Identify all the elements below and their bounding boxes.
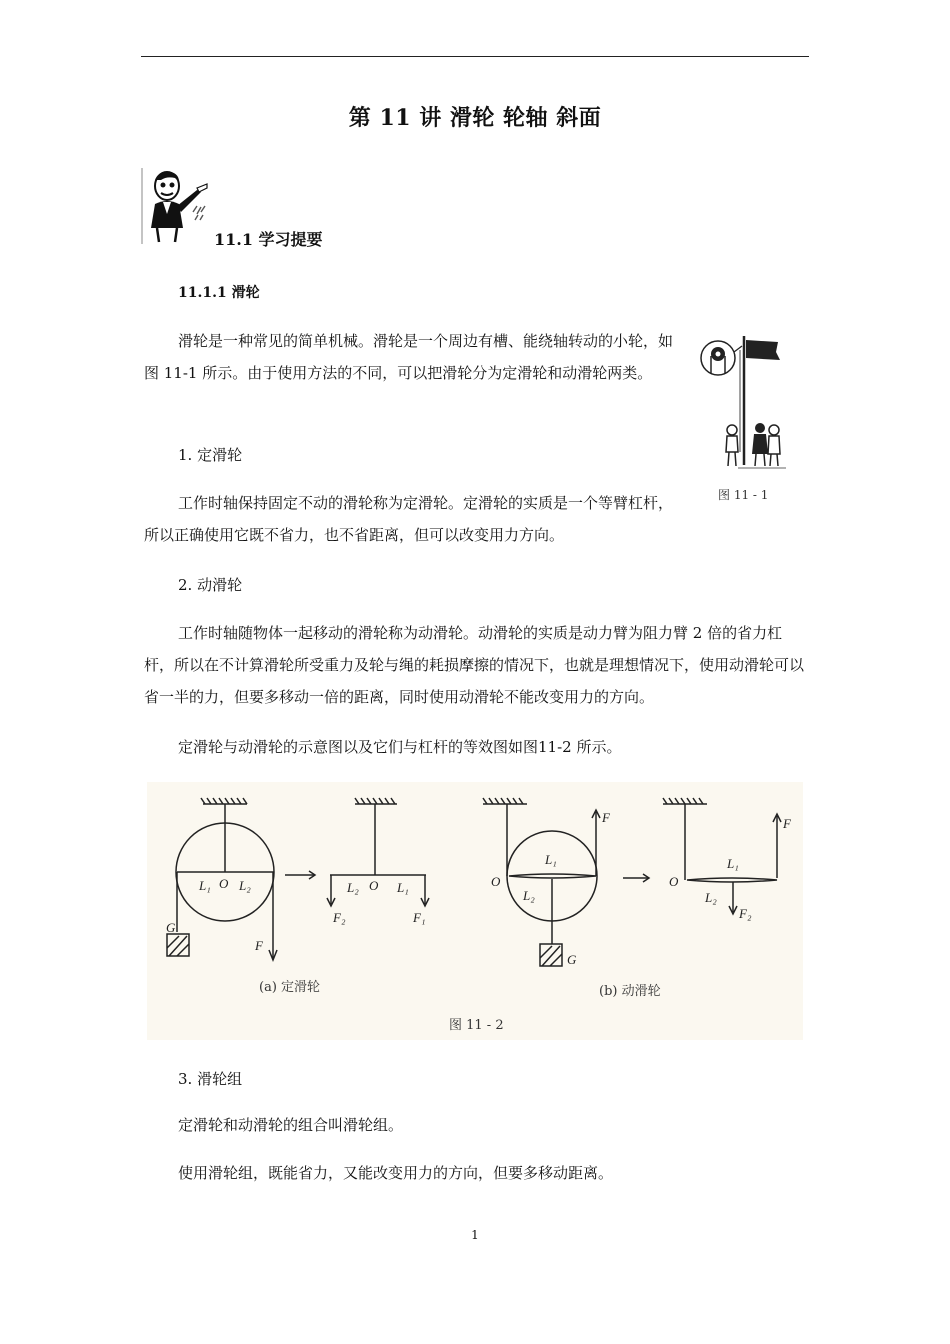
label-L1-lever-b: L₁ — [727, 856, 739, 871]
label-L2-lever-a: L₂ — [347, 880, 359, 895]
label-F2-b: F₂ — [739, 906, 752, 921]
label-F-lever-b: F — [783, 816, 791, 831]
figure-11-2-sub-a: (a) 定滑轮 — [259, 980, 321, 995]
item2-paragraph: 工作时轴随物体一起移动的滑轮称为动滑轮。动滑轮的实质是动力臂为阻力臂 2 倍的省力杠杆，所以在不计算滑轮所受重力及轮与绳的耗损摩擦的情况下，也就是理想情况下，使用动滑轮可以省一半的力，但要多移动一倍的距离，同时使用动滑轮不能改变用力的方向。 — [144, 624, 805, 706]
figure-11-2-sub-b: (b) 动滑轮 — [599, 984, 661, 999]
label-G-b: G — [567, 952, 577, 967]
label-L1-b: L₁ — [545, 852, 557, 867]
figure-11-2-caption: 图 11 - 2 — [449, 1018, 504, 1033]
label-O-a: O — [219, 876, 229, 891]
item3-paragraph-1: 定滑轮和动滑轮的组合叫滑轮组。 — [178, 1116, 404, 1134]
label-L2-a: L₂ — [239, 878, 251, 893]
figure-11-2 — [147, 782, 803, 1040]
label-G-a: G — [166, 920, 176, 935]
item1-paragraph: 工作时轴保持固定不动的滑轮称为定滑轮。定滑轮的实质是一个等臂杠杆，所以正确使用它既不省力，也不省距离，但可以改变用力方向。 — [144, 494, 674, 544]
label-L1-a: L₁ — [199, 878, 211, 893]
intro-paragraph: 滑轮是一种常见的简单机械。滑轮是一个周边有槽、能绕轴转动的小轮，如图 11-1 所示。由于使用方法的不同，可以把滑轮分为定滑轮和动滑轮两类。 — [144, 332, 674, 382]
item3-paragraph-2: 使用滑轮组，既能省力，又能改变用力的方向，但要多移动距离。 — [178, 1164, 614, 1182]
subsection-heading: 11.1.1 滑轮 — [178, 285, 260, 301]
label-L1-lever-a: L₁ — [397, 880, 409, 895]
label-F-a: F — [255, 938, 263, 953]
header-rule — [141, 56, 809, 57]
item2-heading: 2. 动滑轮 — [178, 576, 243, 594]
label-F2-a: F₂ — [333, 910, 346, 925]
page-number: 1 — [471, 1228, 479, 1242]
section-heading: 11.1 学习提要 — [214, 230, 323, 249]
figure2-intro: 定滑轮与动滑轮的示意图以及它们与杠杆的等效图如图11-2 所示。 — [178, 738, 622, 756]
item3-heading: 3. 滑轮组 — [178, 1070, 243, 1088]
label-L2-lever-b: L₂ — [705, 890, 717, 905]
label-O-lever-b: O — [669, 874, 679, 889]
label-F1-a: F₁ — [413, 910, 426, 925]
figure-11-1-caption: 图 11 - 1 — [718, 488, 769, 502]
page-title: 第 11 讲 滑轮 轮轴 斜面 — [348, 105, 602, 131]
label-L2-b: L₂ — [523, 888, 535, 903]
teacher-cartoon-icon — [141, 168, 213, 244]
label-F-b: F — [602, 810, 610, 825]
item1-heading: 1. 定滑轮 — [178, 446, 243, 464]
flagpole-pulley-illustration — [698, 330, 790, 510]
label-O-b: O — [491, 874, 501, 889]
label-O-lever-a: O — [369, 878, 379, 893]
